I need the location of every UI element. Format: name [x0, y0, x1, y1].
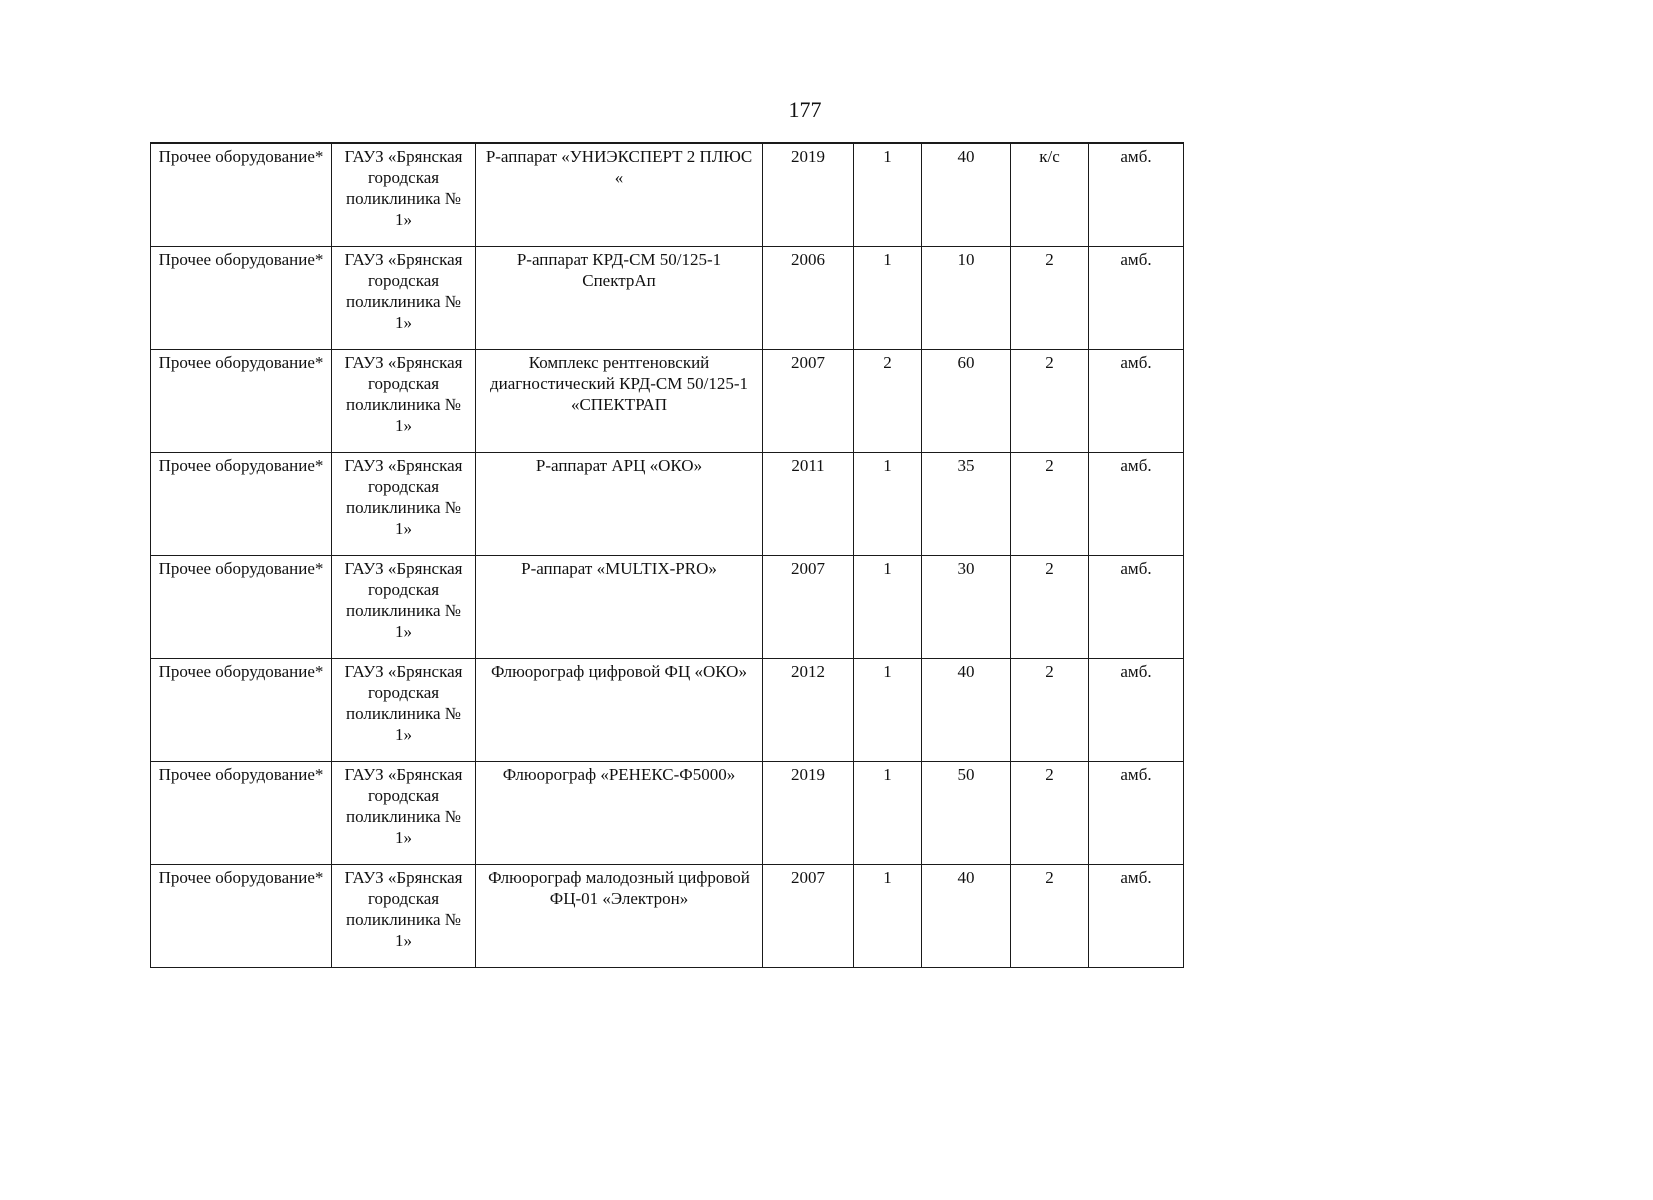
organization-cell: ГАУЗ «Брянская городская поликлиника № 1» [332, 761, 476, 864]
table-row [151, 658, 1184, 761]
category-cell: Прочее оборудование* [151, 143, 332, 246]
load-cell: 35 [922, 452, 1011, 555]
category-cell: Прочее оборудование* [151, 555, 332, 658]
quantity-cell: 1 [854, 452, 922, 555]
year-cell: 2019 [763, 761, 854, 864]
load-cell: 50 [922, 761, 1011, 864]
organization-cell: ГАУЗ «Брянская городская поликлиника № 1» [332, 658, 476, 761]
care-type-cell: амб. [1089, 864, 1184, 967]
equipment-name-cell: Флюорограф цифровой ФЦ «ОКО» [476, 658, 763, 761]
organization-cell: ГАУЗ «Брянская городская поликлиника № 1» [332, 864, 476, 967]
shift-cell: 2 [1011, 246, 1089, 349]
equipment-table [150, 142, 1184, 968]
load-cell: 30 [922, 555, 1011, 658]
shift-cell: к/с [1011, 143, 1089, 246]
shift-cell: 2 [1011, 864, 1089, 967]
year-cell: 2006 [763, 246, 854, 349]
category-cell: Прочее оборудование* [151, 349, 332, 452]
year-cell: 2011 [763, 452, 854, 555]
equipment-name-cell: Флюорограф «РЕНЕКС-Ф5000» [476, 761, 763, 864]
equipment-name-cell: Р-аппарат КРД-СМ 50/125-1 СпектрАп [476, 246, 763, 349]
equipment-name-cell: Флюорограф малодозный цифровой ФЦ-01 «Электрон» [476, 864, 763, 967]
quantity-cell: 2 [854, 349, 922, 452]
equipment-name-cell: Комплекс рентгеновский диагностический КРД-СМ 50/125-1 «СПЕКТРАП [476, 349, 763, 452]
organization-cell: ГАУЗ «Брянская городская поликлиника № 1» [332, 349, 476, 452]
quantity-cell: 1 [854, 246, 922, 349]
care-type-cell: амб. [1089, 143, 1184, 246]
year-cell: 2007 [763, 864, 854, 967]
equipment-name-cell: Р-аппарат АРЦ «ОКО» [476, 452, 763, 555]
category-cell: Прочее оборудование* [151, 246, 332, 349]
year-cell: 2012 [763, 658, 854, 761]
organization-cell: ГАУЗ «Брянская городская поликлиника № 1» [332, 555, 476, 658]
care-type-cell: амб. [1089, 246, 1184, 349]
organization-cell: ГАУЗ «Брянская городская поликлиника № 1» [332, 246, 476, 349]
table-row [151, 143, 1184, 246]
organization-cell: ГАУЗ «Брянская городская поликлиника № 1» [332, 143, 476, 246]
shift-cell: 2 [1011, 761, 1089, 864]
page-number: 177 [788, 97, 822, 122]
category-cell: Прочее оборудование* [151, 658, 332, 761]
organization-cell: ГАУЗ «Брянская городская поликлиника № 1» [332, 452, 476, 555]
load-cell: 10 [922, 246, 1011, 349]
load-cell: 40 [922, 658, 1011, 761]
quantity-cell: 1 [854, 555, 922, 658]
care-type-cell: амб. [1089, 658, 1184, 761]
shift-cell: 2 [1011, 555, 1089, 658]
care-type-cell: амб. [1089, 349, 1184, 452]
equipment-name-cell: Р-аппарат «УНИЭКСПЕРТ 2 ПЛЮС « [476, 143, 763, 246]
year-cell: 2019 [763, 143, 854, 246]
table-row [151, 864, 1184, 967]
year-cell: 2007 [763, 349, 854, 452]
category-cell: Прочее оборудование* [151, 864, 332, 967]
shift-cell: 2 [1011, 658, 1089, 761]
load-cell: 60 [922, 349, 1011, 452]
category-cell: Прочее оборудование* [151, 452, 332, 555]
table-row [151, 555, 1184, 658]
shift-cell: 2 [1011, 349, 1089, 452]
care-type-cell: амб. [1089, 555, 1184, 658]
equipment-name-cell: Р-аппарат «MULTIX-PRO» [476, 555, 763, 658]
year-cell: 2007 [763, 555, 854, 658]
care-type-cell: амб. [1089, 761, 1184, 864]
shift-cell: 2 [1011, 452, 1089, 555]
quantity-cell: 1 [854, 143, 922, 246]
care-type-cell: амб. [1089, 452, 1184, 555]
load-cell: 40 [922, 864, 1011, 967]
table-row [151, 761, 1184, 864]
table-row [151, 246, 1184, 349]
quantity-cell: 1 [854, 658, 922, 761]
load-cell: 40 [922, 143, 1011, 246]
table-row [151, 452, 1184, 555]
quantity-cell: 1 [854, 864, 922, 967]
category-cell: Прочее оборудование* [151, 761, 332, 864]
quantity-cell: 1 [854, 761, 922, 864]
table-row [151, 349, 1184, 452]
